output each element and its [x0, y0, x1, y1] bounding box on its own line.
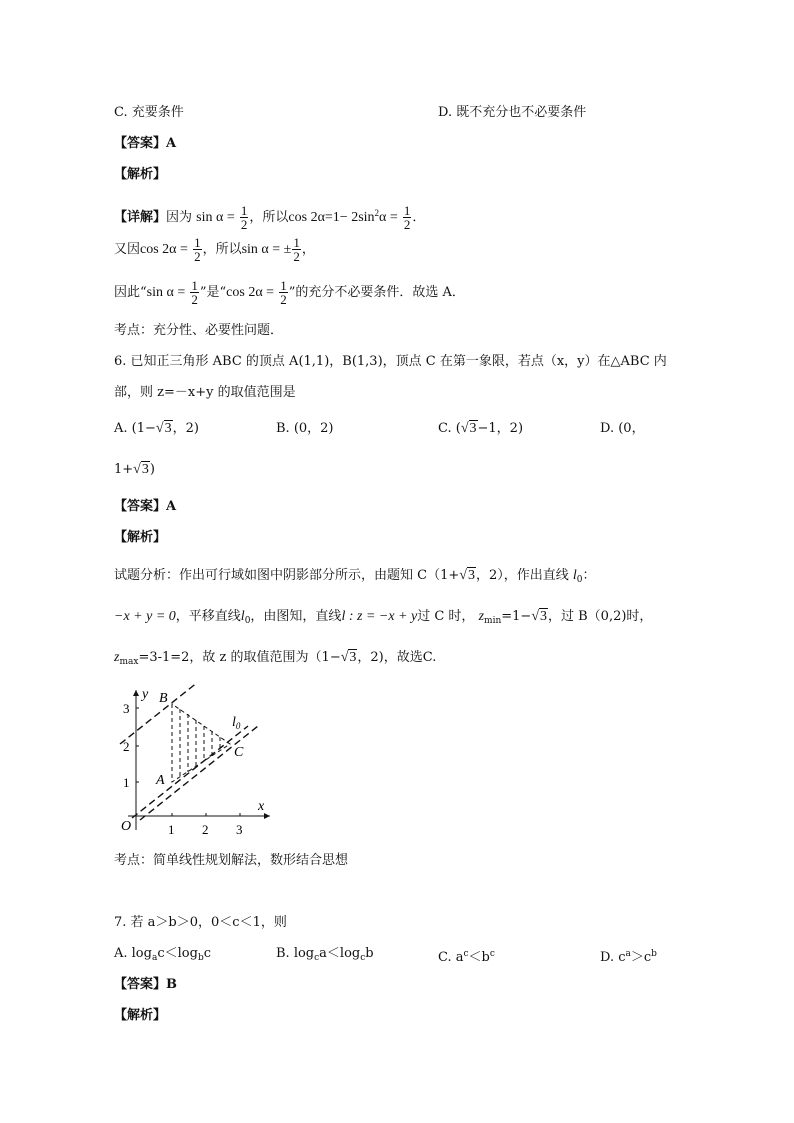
x-tick-2: 2 — [202, 822, 209, 836]
line-l0 — [132, 726, 248, 818]
detail-label: 【详解】 — [114, 210, 167, 225]
q6-stem-1: 6. 已知正三角形 ABC 的顶点 A(1,1)，B(1,3)，顶点 C 在第一象限，若点（x，y）在△ABC 内 — [114, 354, 667, 369]
text-because: 因为 — [166, 210, 193, 225]
q6-option-c: C. (√3−1，2) — [438, 421, 524, 436]
point-a-label: A — [156, 773, 165, 788]
origin-label: O — [121, 819, 132, 834]
y-tick-2: 2 — [123, 739, 130, 754]
text-so: ，所以 — [249, 210, 289, 225]
point-b-label: B — [159, 691, 168, 706]
option-d: D. 既不充分也不必要条件 — [438, 105, 587, 120]
math-cos2a: cos 2α = — [140, 242, 188, 257]
text-is: ”是“ — [199, 285, 227, 300]
answer-label: 【答案】A — [114, 136, 177, 151]
detail-line-1: 【详解】因为 sin α = $\frac{1}{2}$ ，所以$\cos 2\alpha=1- 2\sin^2\alpha$ = $\frac{1}{2}$ ． — [114, 203, 426, 232]
math-sin-a: sin α = — [146, 285, 186, 300]
math-alpha-eq: α = — [379, 210, 398, 225]
q6-stem-2: 部，则 z=－x+y 的取值范围是 — [114, 385, 296, 400]
kaodian-q5: 考点：充分性、必要性问题． — [114, 323, 284, 338]
q6-option-d: D. (0， — [600, 421, 645, 436]
math-sin-pm: sin α = ± — [241, 242, 292, 257]
fraction-half: $\frac{1}{2}$ — [194, 235, 201, 264]
feasible-region-figure — [118, 684, 278, 836]
fraction-half: $\frac{1}{2}$ — [403, 203, 411, 232]
q6-option-d-cont: 1+√3) — [114, 462, 155, 477]
q7-option-a: A. $\log_ac<\log_bc$ — [114, 946, 211, 963]
q6-answer-label: 【答案】A — [114, 499, 177, 514]
q6-analysis-label: 【解析】 — [114, 530, 167, 545]
q6-solution-1: 试题分析：作出可行域如图中阴影部分所示，由题知 C（1+√3，2），作出直线 $l_0$： — [114, 568, 596, 585]
q6-option-a: A. (1−√3，2) — [114, 421, 199, 436]
x-tick-3: 3 — [236, 822, 243, 836]
fraction-half: $\frac{1}{2}$ — [191, 278, 198, 307]
text-so: ，所以 — [202, 242, 242, 257]
y-axis-label: y — [142, 687, 149, 702]
point-c-label: C — [234, 745, 244, 760]
triangle-abc — [172, 704, 230, 782]
q7-analysis-label: 【解析】 — [114, 1008, 167, 1023]
y-tick-3: 3 — [123, 701, 130, 716]
text-conclusion: ”的充分不必要条件．故选 A． — [288, 285, 465, 300]
detail-line-3 — [114, 276, 465, 310]
fraction-half: $\frac{1}{2}$ — [293, 235, 300, 264]
shaded-region-hatch — [180, 709, 220, 777]
text-again: 又因 — [114, 242, 141, 257]
q7-stem: 7. 若 a＞b＞0，0＜c＜1，则 — [114, 915, 287, 930]
fraction-half: $\frac{1}{2}$ — [280, 278, 287, 307]
q6-option-b: B. (0，2) — [276, 421, 334, 436]
kaodian-q6: 考点：简单线性规划解法，数形结合思想 — [114, 853, 349, 868]
option-c: C. 充要条件 — [114, 105, 184, 120]
q7-option-c: C. $a^c<b^c$ — [438, 949, 495, 965]
q6-solution-2: −x + y = 0，平移直线$l_0$，由图知，直线l : z = −x + y过 C 时， $z_{min}=1-√3$，过 B（0,2)时， — [114, 609, 653, 626]
x-tick-1: 1 — [168, 822, 175, 836]
x-axis-label: x — [258, 799, 265, 814]
fraction-half: $\frac{1}{2}$ — [240, 203, 248, 232]
q6-solution-3: $z_{max}=3-1=2$，故 z 的取值范围为（1−√3，2)，故选C. — [114, 650, 437, 667]
q7-option-d: D. $c^a>c^b$ — [600, 949, 657, 965]
math-cos2a: cos 2α=1− 2sin — [288, 210, 375, 225]
analysis-label: 【解析】 — [114, 167, 167, 182]
q7-option-b: B. $\log_ca<\log_cb$ — [276, 946, 374, 963]
math-cos2a: cos 2α = — [226, 285, 275, 300]
q7-answer-label: 【答案】B — [114, 977, 177, 992]
y-tick-1: 1 — [123, 775, 130, 790]
line-l0-label: $l_0$ — [232, 715, 241, 731]
text-therefore: 因此“ — [114, 285, 147, 300]
math-sin-a: sin α = — [196, 210, 235, 225]
detail-line-2: 又因cos 2α = $\frac{1}{2}$ ，所以sin α = ± $\frac{1}{2}$ ， — [114, 235, 315, 264]
